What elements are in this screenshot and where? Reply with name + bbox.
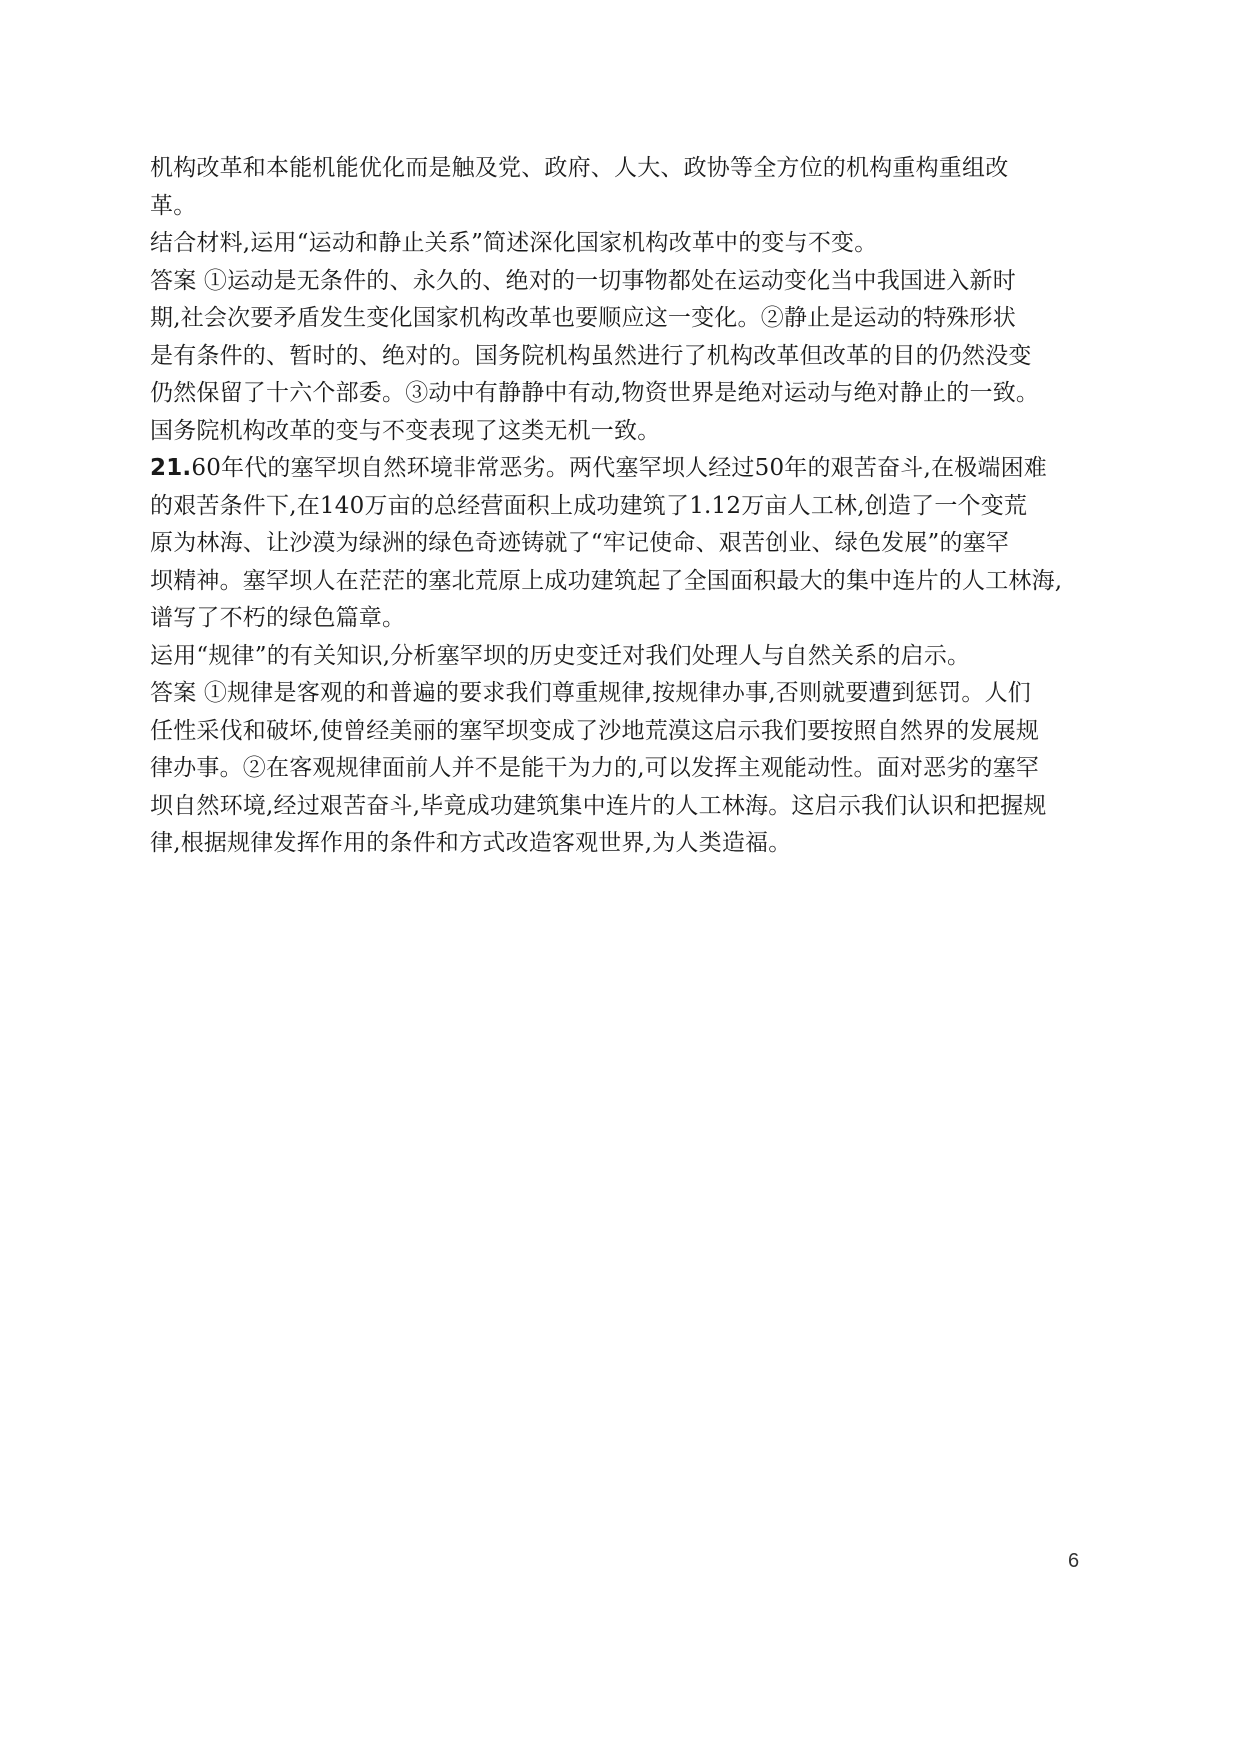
- answer-line: 国务院机构改革的变与不变表现了这类无机一致。: [150, 417, 661, 444]
- answer-line: 是有条件的、暂时的、绝对的。国务院机构虽然进行了机构改革但改革的目的仍然没变: [150, 342, 1032, 369]
- question-21-first-line: [150, 450, 1110, 488]
- text-line: 原为林海、让沙漠为绿洲的绿色奇迹铸就了“牢记使命、艰苦创业、绿色发展”的塞罕: [150, 530, 1010, 556]
- answer-line: 期,社会次要矛盾发生变化国家机构改革也要顺应这一变化。②静止是运动的特殊形状: [150, 305, 1016, 331]
- text-line: 的艰苦条件下,在140万亩的总经营面积上成功建筑了1.12万亩人工林,创造了一个变荒: [150, 492, 1028, 519]
- page-number: 6: [1068, 1550, 1080, 1572]
- text-line: 机构改革和本能机能优化而是触及党、政府、人大、政协等全方位的机构重构重组改: [150, 155, 1009, 181]
- answer-line: 律,根据规律发挥作用的条件和方式改造客观世界,为人类造福。: [150, 830, 792, 856]
- answer-line: 律办事。②在客观规律面前人并不是能干为力的,可以发挥主观能动性。面对恶劣的塞罕: [150, 755, 1040, 781]
- answer-line: 仍然保留了十六个部委。③动中有静静中有动,物资世界是绝对运动与绝对静止的一致。: [150, 380, 1040, 406]
- document-body: [150, 150, 1110, 863]
- answer-line: 答案 ①规律是客观的和普遍的要求我们尊重规律,按规律办事,否则就要遭到惩罚。人们: [150, 680, 1031, 706]
- text-line: 坝精神。塞罕坝人在茫茫的塞北荒原上成功建筑起了全国面积最大的集中连片的人工林海,: [150, 567, 1063, 594]
- question-number: 21.: [150, 455, 192, 481]
- question-prompt: 结合材料,运用“运动和静止关系”简述深化国家机构改革中的变与不变。: [150, 230, 878, 256]
- answer-line: 答案 ①运动是无条件的、永久的、绝对的一切事物都处在运动变化当中我国进入新时: [150, 267, 1016, 294]
- answer-line: 任性采伐和破坏,使曾经美丽的塞罕坝变成了沙地荒漠这启示我们要按照自然界的发展规: [150, 717, 1040, 744]
- question-text: 60年代的塞罕坝自然环境非常恶劣。两代塞罕坝人经过50年的艰苦奋斗,在极端困难: [191, 455, 1048, 481]
- text-line: 革。: [150, 192, 197, 219]
- question-prompt: 运用“规律”的有关知识,分析塞罕坝的历史变迁对我们处理人与自然关系的启示。: [150, 642, 971, 669]
- answer-line: 坝自然环境,经过艰苦奋斗,毕竟成功建筑集中连片的人工林海。这启示我们认识和把握规: [150, 792, 1047, 819]
- text-line: 谱写了不朽的绿色篇章。: [150, 605, 406, 631]
